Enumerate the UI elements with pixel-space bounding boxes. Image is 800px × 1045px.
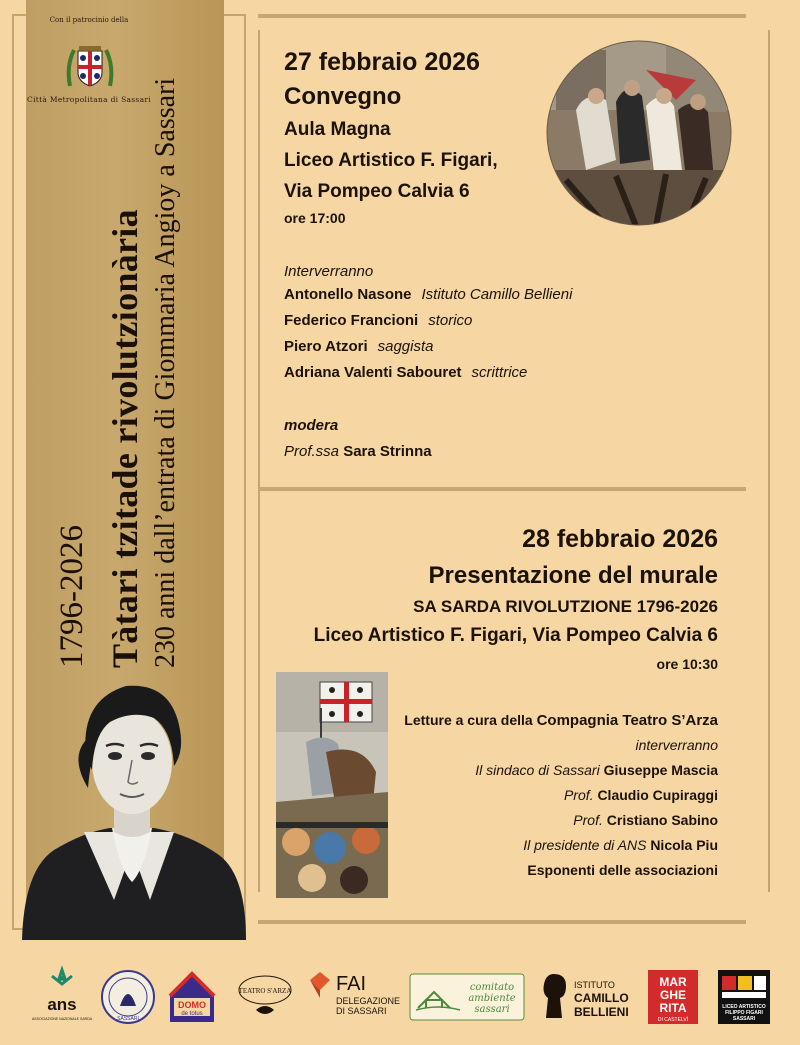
event-1-venue-line: Liceo Artistico F. Figari, [284,150,498,171]
comitato-text: ambiente [468,993,516,1004]
readings-company: Compagnia Teatro S’Arza [536,712,718,729]
bellieni-text: BELLIENI [574,1005,629,1019]
speaker-name: Antonello Nasone [284,286,412,303]
camillo-text: CAMILLO [574,991,629,1005]
margherita-text: MAR [659,975,687,989]
speaker-row [284,334,572,360]
moderator-heading: modera [284,417,339,434]
patronage-label: Con il patrocinio della [49,16,129,24]
closing-text: Esponenti delle associazioni [527,862,718,878]
comitato-text: sassari [474,1004,510,1015]
speaker-row [284,282,572,308]
event-2-block [314,520,718,676]
event-2-venue: Liceo Artistico F. Figari, Via Pompeo Calvia 6 [313,625,718,646]
speaker-name: Adriana Valenti Sabouret [284,364,462,381]
sponsor-logos-row [0,966,800,1032]
sassari-seal-logo [100,966,156,1028]
speaker-row [284,308,572,334]
ans-subtext: ASSOCIAZIONE NAZIONALE SARDA [31,1017,93,1021]
event-1-venue-line: Via Pompeo Calvia 6 [284,181,470,202]
speaker-prefix: Il presidente di ANS [523,837,647,853]
event-1-block [284,44,498,229]
middle-rule [258,487,746,491]
event-2-speaker-row [404,833,718,858]
event-1-venue-line: Aula Magna [284,119,391,140]
speaker-name: Cristiano Sabino [606,812,718,828]
years-vertical: 1796-2026 [54,525,90,668]
margherita-subtext: DI CASTELVÌ [657,1017,689,1023]
speaker-name: Giuseppe Mascia [603,762,718,778]
title-vertical: Tàtari tzitade rivolutzionària [105,209,145,668]
event-2-speakers-heading: interverranno [635,737,718,753]
speaker-prefix: Prof. [563,787,594,803]
liceo-text: LICEO ARTISTICO [722,1004,766,1010]
event-2-credits [404,708,718,883]
event-2-speaker-row [404,808,718,833]
event-1-time: ore 17:00 [284,210,346,226]
speaker-role: storico [428,312,473,329]
speaker-name: Federico Francioni [284,312,419,329]
readings-line [404,708,718,733]
istituto-bellieni-logo [536,966,636,1028]
readings-prefix: Letture a cura della [404,712,533,728]
event-2-time: ore 10:30 [656,656,718,672]
fai-subtext: DI SASSARI [336,1006,387,1016]
speaker-role: saggista [377,338,434,355]
top-rule [258,14,746,18]
domo-text: DOMO [178,1000,206,1010]
speaker-prefix: Il sindaco di Sassari [475,762,600,778]
domo-subtext: de totus [181,1011,203,1017]
event-1-date: 27 febbraio 2026 [284,48,480,76]
liceo-text: SASSARI [732,1016,756,1022]
fai-subtext: DELEGAZIONE [336,996,401,1006]
teatro-text: TEATRO S'ARZA [238,987,292,995]
fai-text: FAI [336,973,367,995]
speaker-role: scrittrice [471,364,528,381]
event-2-speaker-row [404,758,718,783]
sassari-seal-text: SASSARI [117,1016,139,1022]
ans-logo [31,966,93,1028]
istituto-text: ISTITUTO [574,980,615,990]
ans-text: ans [47,995,77,1014]
event-2-speaker-row [404,783,718,808]
event-1-type: Convegno [284,83,402,110]
event-2-date: 28 febbraio 2026 [522,525,718,553]
metro-crest-icon [60,36,120,96]
speaker-prefix: Prof. [573,812,603,828]
moderator-name: Sara Strinna [343,443,432,460]
revolution-painting-medallion [546,40,732,226]
speaker-name: Piero Atzori [284,338,368,355]
teatro-sarza-logo [236,966,294,1028]
angioy-portrait-image [14,660,252,950]
moderator-title: Prof.ssa [284,443,340,460]
fai-logo [304,966,400,1028]
domo-de-totus-logo [164,966,220,1028]
comitato-ambiente-logo [408,966,526,1028]
event-1-speakers [284,262,572,386]
liceo-figari-logo [714,966,774,1028]
moderator-block [284,414,432,466]
margherita-di-castelvi-logo [644,966,702,1028]
comitato-text: comitato [469,982,515,993]
margherita-text: GHE [659,988,687,1002]
liceo-text: FILIPPO FIGARI [725,1010,763,1016]
speaker-name: Claudio Cupiraggi [597,787,718,803]
mural-image [276,672,388,898]
speaker-name: Nicola Piu [650,837,718,853]
event-2-type: Presentazione del murale [428,562,718,589]
margherita-text: RITA [659,1001,687,1015]
closing-line [404,858,718,883]
bottom-rule [258,920,746,924]
speaker-row [284,360,572,386]
subtitle-vertical: 230 anni dall’entrata di Giommaria Angioy a Sassari [150,77,181,668]
moderator-line [284,438,432,466]
speaker-role: Istituto Camillo Bellieni [421,286,573,303]
metro-label: Città Metropolitana di Sassari [27,95,151,104]
speakers-heading: Interverranno [284,263,374,280]
event-2-subtitle: SA SARDA RIVOLUTZIONE 1796-2026 [413,597,718,616]
